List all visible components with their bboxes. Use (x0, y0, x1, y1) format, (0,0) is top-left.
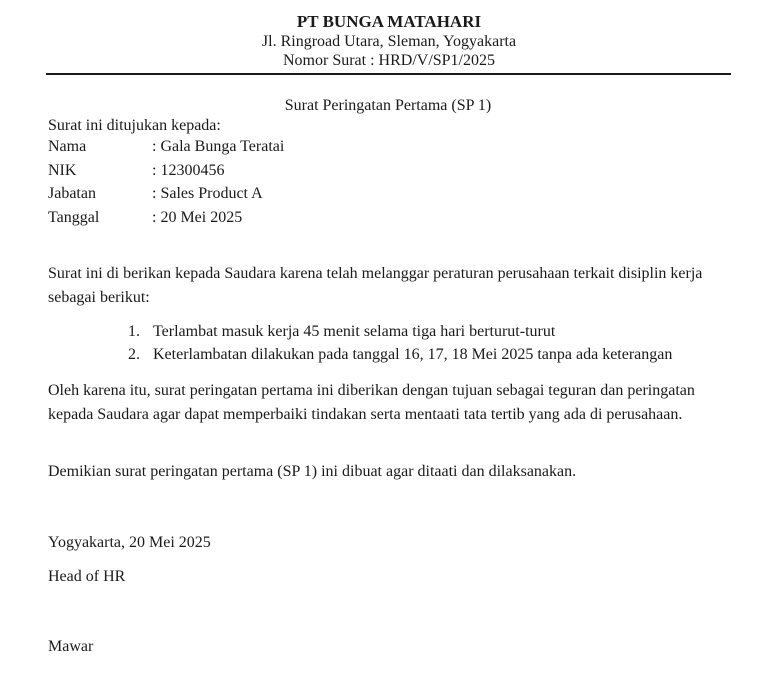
recipient-value: : Sales Product A (152, 185, 263, 202)
recipient-value: : 12300456 (152, 161, 225, 179)
recipient-value: : Gala Bunga Teratai (152, 138, 285, 155)
recipient-info-table (48, 135, 738, 229)
recipient-row-name (48, 135, 738, 159)
recipient-row-date (48, 206, 738, 230)
letterhead-divider (46, 73, 731, 75)
company-name: PT BUNGA MATAHARI (296, 12, 482, 31)
addressed-to-label: Surat ini ditujukan kepada: (48, 117, 221, 134)
closing-paragraph: Demikian surat peringatan pertama (SP 1) ini dibuat agar ditaati dan dilaksanakan. (48, 463, 577, 480)
recipient-row-position (48, 182, 738, 206)
recipient-row-nik (48, 159, 738, 183)
company-address: Jl. Ringroad Utara, Sleman, Yogyakarta (261, 33, 517, 50)
violation-number: 1. (128, 323, 140, 340)
signature-place-date: Yogyakarta, 20 Mei 2025 (48, 534, 211, 551)
violation-item (128, 320, 748, 343)
recipient-label: Tanggal (48, 208, 100, 226)
signature-position: Head of HR (48, 568, 126, 585)
recipient-value: : 20 Mei 2025 (152, 208, 243, 226)
violation-text: Keterlambatan dilakukan pada tanggal 16, 17, 18 Mei 2025 tanpa ada keterangan (153, 346, 673, 363)
recipient-label: Nama (48, 138, 87, 155)
violation-item (128, 343, 748, 366)
recipient-label: NIK (48, 161, 77, 179)
reason-paragraph: Surat ini di berikan kepada Saudara karena telah melanggar peraturan perusahaan terkait disiplin kerja sebagai berikut: (48, 265, 703, 306)
consequence-paragraph: Oleh karena itu, surat peringatan pertama ini diberikan dengan tujuan sebagai teguran dan peringatan kepada Saudara agar dapat memperbaiki tindakan serta mentaati tata tertib yang ada di perusahaan. (48, 382, 695, 423)
letter-subject: Surat Peringatan Pertama (SP 1) (284, 97, 492, 114)
violations-list (128, 320, 748, 366)
violation-number: 2. (128, 346, 140, 363)
letter-number: Nomor Surat : HRD/V/SP1/2025 (282, 52, 495, 69)
recipient-label: Jabatan (48, 185, 96, 202)
recipient-section (48, 116, 738, 229)
signature-name: Mawar (48, 638, 94, 655)
letterhead (0, 11, 768, 70)
violation-text: Terlambat masuk kerja 45 menit selama tiga hari berturut-turut (153, 323, 556, 340)
